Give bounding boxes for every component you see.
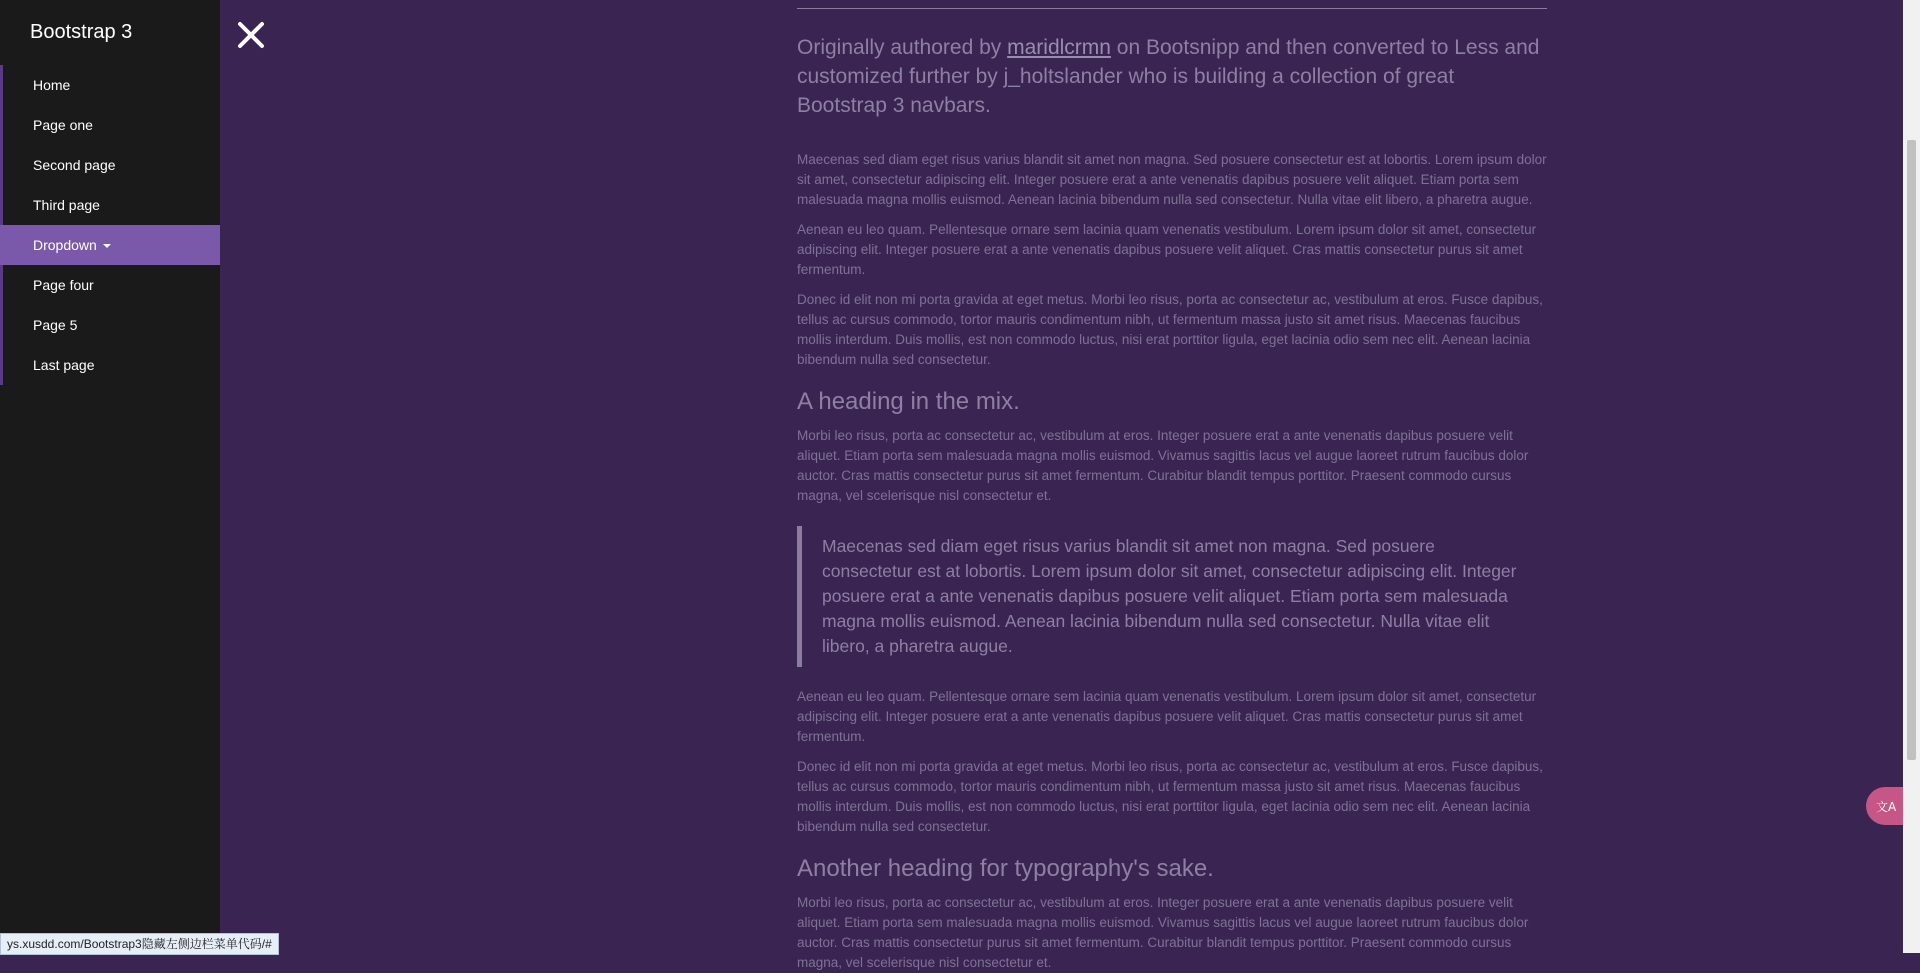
- sidebar-item-second-page[interactable]: [0, 145, 220, 185]
- section-heading: A heading in the mix.: [797, 388, 1020, 415]
- paragraph: Donec id elit non mi porta gravida at eget metus. Morbi leo risus, porta ac consectetur ac, vestibulum at eros. Fusce dapibus, tellus ac cursus commodo, tortor mauris condimentum nibh, ut fermentum massa justo sit amet risus. Maecenas faucibus mollis interdum. Duis mollis, est non commodo luctus, nisi erat porttitor ligula, eget lacinia odio sem nec elit. Aenean lacinia bibendum nulla sed consectetur.: [797, 759, 1543, 834]
- sidebar-item-label: Second page: [33, 157, 116, 173]
- divider: [797, 8, 1547, 9]
- sidebar-item-third-page[interactable]: [0, 185, 220, 225]
- lead-text: Originally authored by: [797, 36, 1008, 59]
- sidebar-item-dropdown[interactable]: [0, 225, 220, 265]
- scrollbar[interactable]: [1903, 0, 1920, 953]
- sidebar-item-label: Last page: [33, 357, 95, 373]
- sidebar-item-label: Third page: [33, 197, 100, 213]
- sidebar-item-label: Page one: [33, 117, 93, 133]
- close-icon: [234, 18, 268, 52]
- sidebar-item-label: Home: [33, 77, 71, 93]
- translate-icon: [1866, 787, 1904, 825]
- sidebar-nav: [0, 65, 220, 385]
- scrollbar-thumb[interactable]: [1907, 140, 1916, 760]
- blockquote: Maecenas sed diam eget risus varius blandit sit amet non magna. Sed posuere consectetur est at lobortis. Lorem ipsum dolor sit amet, consectetur adipiscing elit. Integer posuere erat a ante venenatis dapibus posuere velit aliquet. Etiam porta sem malesuada magna mollis euismod. Aenean lacinia bibendum nulla sed consectetur. Nulla vitae elit libero, a pharetra augue.: [797, 526, 1547, 667]
- caret-down-icon: [103, 244, 111, 248]
- sidebar-item-last-page[interactable]: [0, 345, 220, 385]
- lead-text: on Bootsnipp and then converted to Less and customized further by j_holtslander who is building a collection of great Bootstrap 3 navbars.: [797, 36, 1540, 117]
- status-bar-url: ys.xusdd.com/Bootstrap3隐藏左侧边栏菜单代码/#: [0, 933, 279, 955]
- lead-paragraph: [797, 33, 1547, 120]
- paragraph: Maecenas sed diam eget risus varius blandit sit amet non magna. Sed posuere consectetur est at lobortis. Lorem ipsum dolor sit amet, consectetur adipiscing elit. Integer posuere erat a ante venenatis dapibus posuere velit aliquet. Etiam porta sem malesuada magna mollis euismod. Aenean lacinia bibendum nulla sed consectetur. Nulla vitae elit libero, a pharetra augue.: [797, 152, 1547, 207]
- svg-text:文A: 文A: [1876, 800, 1897, 814]
- close-sidebar-button[interactable]: [234, 18, 268, 52]
- section-heading: Another heading for typography's sake.: [797, 855, 1214, 882]
- paragraph: Morbi leo risus, porta ac consectetur ac, vestibulum at eros. Integer posuere erat a ante venenatis dapibus posuere velit aliquet. Etiam porta sem malesuada magna mollis euismod. Vivamus sagittis lacus vel augue laoreet rutrum faucibus dolor auctor. Cras mattis consectetur purus sit amet fermentum. Curabitur blandit tempus porttitor. Praesent commodo cursus magna, vel scelerisque nisl consectetur et.: [797, 428, 1529, 503]
- sidebar-item-label: Page four: [33, 277, 94, 293]
- sidebar: [0, 0, 220, 953]
- paragraph: Morbi leo risus, porta ac consectetur ac, vestibulum at eros. Integer posuere erat a ante venenatis dapibus posuere velit aliquet. Etiam porta sem malesuada magna mollis euismod. Vivamus sagittis lacus vel augue laoreet rutrum faucibus dolor auctor. Cras mattis consectetur purus sit amet fermentum. Curabitur blandit tempus porttitor. Praesent commodo cursus magna, vel scelerisque nisl consectetur et.: [797, 895, 1529, 970]
- sidebar-item-page-one[interactable]: [0, 105, 220, 145]
- paragraph: Aenean eu leo quam. Pellentesque ornare sem lacinia quam venenatis vestibulum. Lorem ipsum dolor sit amet, consectetur adipiscing elit. Integer posuere erat a ante venenatis dapibus posuere velit aliquet. Cras mattis consectetur purus sit amet fermentum.: [797, 689, 1537, 744]
- paragraph: Aenean eu leo quam. Pellentesque ornare sem lacinia quam venenatis vestibulum. Lorem ipsum dolor sit amet, consectetur adipiscing elit. Integer posuere erat a ante venenatis dapibus posuere velit aliquet. Cras mattis consectetur purus sit amet fermentum.: [797, 222, 1537, 277]
- paragraph: Donec id elit non mi porta gravida at eget metus. Morbi leo risus, porta ac consectetur ac, vestibulum at eros. Fusce dapibus, tellus ac cursus commodo, tortor mauris condimentum nibh, ut fermentum massa justo sit amet risus. Maecenas faucibus mollis interdum. Duis mollis, est non commodo luctus, nisi erat porttitor ligula, eget lacinia odio sem nec elit. Aenean lacinia bibendum nulla sed consectetur.: [797, 292, 1543, 367]
- main-content: [797, 0, 1547, 970]
- sidebar-item-page-four[interactable]: [0, 265, 220, 305]
- sidebar-item-page-5[interactable]: [0, 305, 220, 345]
- brand-title[interactable]: Bootstrap 3: [30, 21, 133, 43]
- sidebar-item-label: Dropdown: [33, 237, 97, 253]
- translate-button[interactable]: [1866, 787, 1904, 825]
- author-link[interactable]: maridlcrmn: [1007, 36, 1111, 59]
- sidebar-item-home[interactable]: [0, 65, 220, 105]
- sidebar-item-label: Page 5: [33, 317, 78, 333]
